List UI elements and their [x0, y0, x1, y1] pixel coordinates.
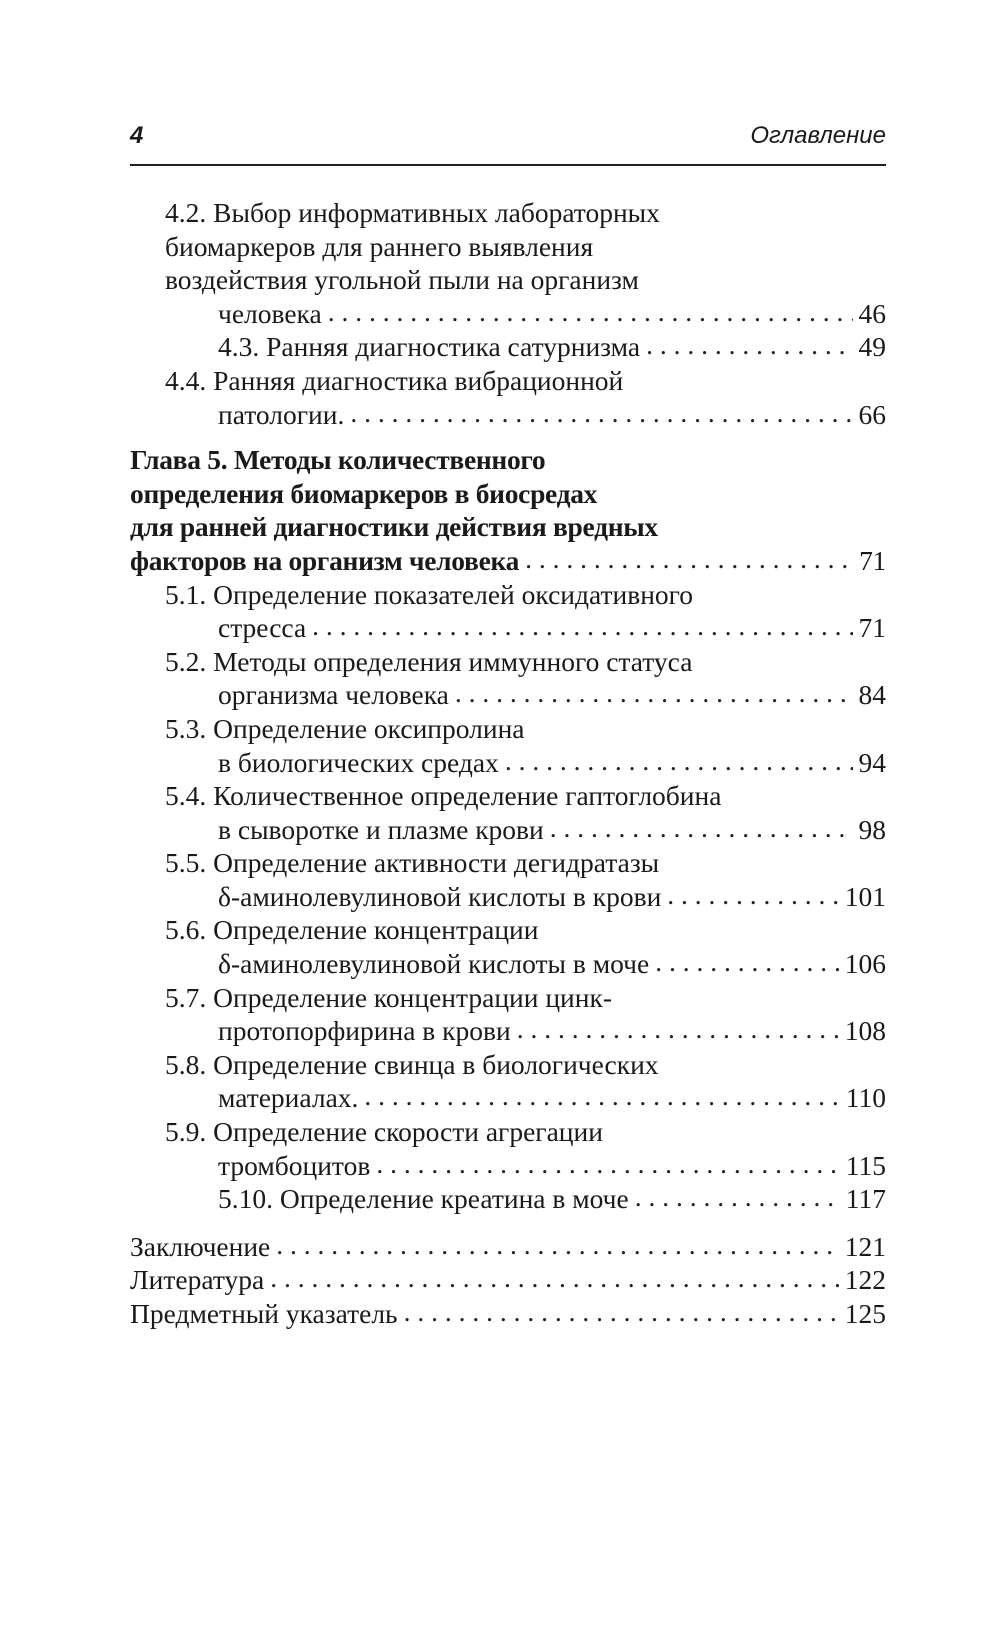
- toc-page-number: 94: [858, 746, 886, 778]
- toc-entry[interactable]: [130, 1263, 886, 1297]
- toc-entry[interactable]: [130, 645, 886, 712]
- toc-entry-title: Литература: [130, 1264, 265, 1296]
- toc-entry-line: 4.4. Ранняя диагностика вибрационной: [165, 364, 624, 396]
- toc-entry-line: 5.5. Определение активности дегидратазы: [165, 847, 660, 879]
- toc-entry[interactable]: [130, 913, 886, 980]
- toc-entry-line: 5.4. Количественное определение гаптоглобина: [165, 780, 722, 812]
- toc-entry[interactable]: [130, 1230, 886, 1264]
- dot-leader: [525, 542, 853, 576]
- toc-entry-title: организма человека: [218, 679, 449, 711]
- toc-entry[interactable]: [130, 1182, 886, 1216]
- dot-leader: [404, 1295, 839, 1329]
- toc-entry-line: 4.2. Выбор информативных лабораторных: [165, 197, 660, 228]
- toc-entry-title: факторов на организм человека: [130, 544, 520, 576]
- toc-entry-title: Заключение: [130, 1230, 271, 1262]
- toc-entry[interactable]: [130, 981, 886, 1048]
- toc-entry-title: δ-аминолевулиновой кислоты в крови: [218, 880, 662, 912]
- dot-leader: [350, 396, 852, 430]
- toc-page-number: 46: [858, 297, 886, 329]
- dot-leader: [550, 811, 853, 845]
- toc-entry[interactable]: [130, 330, 886, 364]
- dot-leader: [667, 878, 838, 912]
- dot-leader: [276, 1228, 839, 1262]
- toc-entry-title: человека: [218, 297, 322, 329]
- running-title: Оглавление: [750, 122, 886, 149]
- toc-entry-line: 5.8. Определение свинца в биологических: [165, 1048, 659, 1080]
- toc-entry-line: 5.9. Определение скорости агрегации: [165, 1116, 603, 1148]
- toc-page-number: 125: [844, 1298, 886, 1329]
- toc-entry-line: 5.7. Определение концентрации цинк-: [165, 981, 613, 1013]
- page-header: [130, 118, 886, 166]
- dot-leader: [646, 328, 852, 362]
- toc-entry-title: стресса: [218, 612, 307, 644]
- toc-page-number: 66: [858, 398, 886, 430]
- dot-leader: [270, 1261, 839, 1295]
- toc-page-number: 115: [845, 1149, 886, 1181]
- toc-entry-line: 5.2. Методы определения иммунного статуса: [165, 645, 693, 677]
- toc-entry[interactable]: [130, 1115, 886, 1182]
- toc-page-number: 110: [845, 1082, 886, 1114]
- toc-entry-title: δ-аминолевулиновой кислоты в моче: [218, 948, 650, 980]
- dot-leader: [517, 1012, 839, 1046]
- toc-page-number: 98: [858, 813, 886, 845]
- page-number: 4: [130, 122, 144, 149]
- toc-entry-line: для ранней диагностики действия вредных: [130, 511, 658, 543]
- toc-entry-title: в биологических средах: [218, 746, 499, 778]
- toc-entry-title: тромбоцитов: [218, 1149, 371, 1181]
- toc-entry-title: 4.3. Ранняя диагностика сатурнизма: [218, 331, 641, 363]
- toc-page-number: 71: [858, 612, 886, 644]
- table-of-contents: [130, 196, 886, 1331]
- toc-entry-line: 5.3. Определение оксипролина: [165, 712, 525, 744]
- toc-entry[interactable]: [130, 712, 886, 779]
- toc-entry[interactable]: [130, 1048, 886, 1115]
- toc-page-number: 106: [844, 948, 886, 980]
- toc-entry-line: определения биомаркеров в биосредах: [130, 477, 598, 509]
- dot-leader: [655, 945, 839, 979]
- toc-page-number: 121: [844, 1230, 886, 1262]
- toc-entry-title: протопорфирина в крови: [218, 1015, 511, 1047]
- toc-entry-line: 5.6. Определение концентрации: [165, 914, 539, 946]
- toc-entry[interactable]: [130, 578, 886, 645]
- toc-entry-line: Глава 5. Методы количественного: [130, 444, 546, 476]
- dot-leader: [376, 1147, 839, 1181]
- toc-entry-title: 5.10. Определение креатина в моче: [218, 1183, 629, 1215]
- toc-page-number: 84: [858, 679, 886, 711]
- toc-page-number: 71: [859, 544, 886, 576]
- toc-entry-title: патологии.: [218, 398, 345, 430]
- dot-leader: [505, 744, 853, 778]
- toc-entry-line: воздействия угольной пыли на организм: [165, 264, 639, 296]
- toc-entry-title: материалах.: [218, 1082, 359, 1114]
- toc-page-number: 108: [844, 1015, 886, 1047]
- toc-entry-title: в сыворотке и плазме крови: [218, 813, 544, 845]
- toc-entry[interactable]: [130, 364, 886, 431]
- toc-entry[interactable]: [130, 1297, 886, 1331]
- dot-leader: [328, 295, 853, 329]
- toc-entry[interactable]: [130, 196, 886, 330]
- dot-leader: [312, 609, 852, 643]
- toc-entry-line: биомаркеров для раннего выявления: [165, 230, 594, 262]
- toc-entry-title: Предметный указатель: [130, 1298, 398, 1329]
- toc-page-number: 49: [858, 331, 886, 363]
- toc-page-number: 101: [844, 880, 886, 912]
- dot-leader: [455, 676, 853, 710]
- dot-leader: [364, 1079, 839, 1113]
- toc-page-number: 122: [844, 1264, 886, 1296]
- toc-entry-line: 5.1. Определение показателей оксидативного: [165, 578, 694, 610]
- toc-page-number: 117: [845, 1183, 886, 1215]
- toc-entry[interactable]: [130, 779, 886, 846]
- dot-leader: [635, 1180, 840, 1214]
- toc-entry[interactable]: [130, 846, 886, 913]
- toc-entry[interactable]: [130, 443, 886, 577]
